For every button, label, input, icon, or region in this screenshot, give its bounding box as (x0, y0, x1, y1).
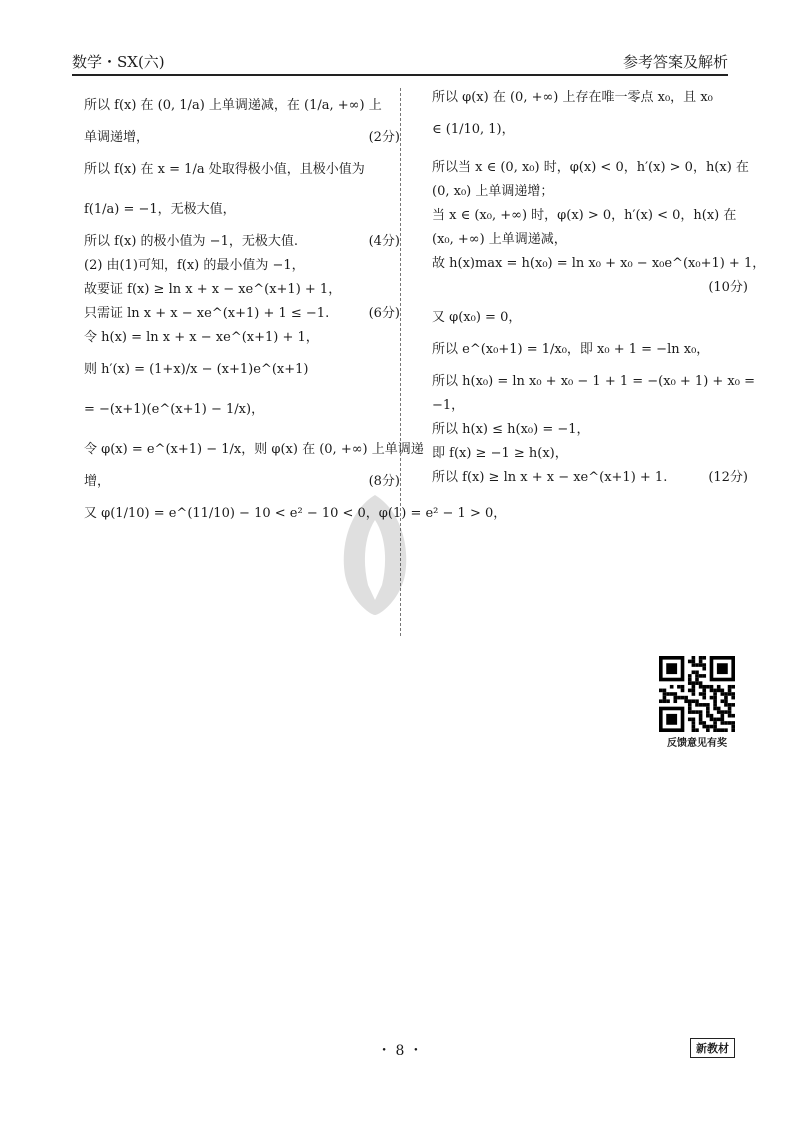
right-line (432, 204, 748, 228)
edition-badge: 新教材 (690, 1038, 735, 1058)
left-line (84, 494, 507, 534)
solution-text: = −(x+1)(e^(x+1) − 1/x)， (84, 402, 265, 417)
right-line (432, 466, 748, 490)
left-line (84, 254, 400, 278)
score-mark: (4分) (368, 234, 400, 249)
score-mark: (6分) (368, 306, 400, 321)
page-number: ・ 8 ・ (377, 1043, 423, 1059)
solution-text: 所以 h(x) ≤ h(x₀) = −1， (432, 422, 590, 437)
solution-text: 所以 e^(x₀+1) = 1/x₀，即 x₀ + 1 = −ln x₀， (432, 342, 710, 357)
right-line (432, 276, 748, 300)
right-line (432, 86, 748, 110)
left-line (84, 230, 400, 254)
solution-text: 单调递增， (84, 130, 150, 145)
left-line (84, 150, 400, 190)
left-line (84, 470, 400, 494)
solution-text: 所以 f(x) 在 x = 1/a 处取得极小值，且极小值为 (84, 162, 365, 177)
score-mark: (2分) (368, 130, 400, 145)
solution-text: 又 φ(x₀) = 0， (432, 310, 522, 325)
subject-title: 数学・SX(六) (72, 53, 165, 71)
left-line (84, 326, 400, 350)
left-line (84, 190, 400, 230)
right-line (432, 228, 748, 252)
solution-text: 增， (84, 474, 111, 489)
solution-text: 令 h(x) = ln x + x − xe^(x+1) + 1， (84, 330, 319, 345)
solution-text: −1， (432, 398, 465, 413)
solution-text: (2) 由(1)可知，f(x) 的最小值为 −1， (84, 258, 305, 273)
right-line (432, 394, 748, 418)
right-line (432, 370, 756, 394)
solution-text: 所以 φ(x) 在 (0, +∞) 上存在唯一零点 x₀，且 x₀ (432, 90, 713, 105)
solution-text: 则 h′(x) = (1+x)/x − (x+1)e^(x+1) (84, 362, 309, 377)
solution-text: 当 x ∈ (x₀, +∞) 时，φ(x) > 0，h′(x) < 0，h(x) 在 (432, 208, 737, 223)
left-line (84, 86, 400, 126)
right-line (432, 180, 748, 204)
page-header (72, 46, 728, 76)
left-line (84, 278, 400, 302)
solution-text: 故 h(x)max = h(x₀) = ln x₀ + x₀ − x₀e^(x₀+1) + 1， (432, 256, 766, 271)
right-line (432, 330, 748, 370)
right-line (432, 110, 748, 150)
solution-text: (0, x₀) 上单调递增； (432, 184, 554, 199)
qr-code[interactable] (659, 656, 735, 732)
score-mark: (10分) (708, 280, 748, 295)
solution-text: (x₀, +∞) 上单调递减， (432, 232, 567, 247)
solution-text: f(1/a) = −1，无极大值， (84, 202, 236, 217)
score-mark: (8分) (368, 474, 400, 489)
solution-text: 所以 h(x₀) = ln x₀ + x₀ − 1 + 1 = −(x₀ + 1) + x₀ = (432, 374, 756, 389)
score-mark: (12分) (708, 470, 748, 485)
right-line (432, 156, 748, 180)
left-line (84, 350, 400, 390)
solution-text: 即 f(x) ≥ −1 ≥ h(x)， (432, 446, 568, 461)
solution-text: 所以 f(x) 在 (0, 1/a) 上单调递减，在 (1/a, +∞) 上 (84, 98, 382, 113)
solution-text: 所以当 x ∈ (0, x₀) 时，φ(x) < 0，h′(x) > 0，h(x) 在 (432, 160, 749, 175)
left-line (84, 302, 400, 326)
right-line (432, 418, 748, 442)
right-line (432, 442, 748, 466)
solution-text: 又 φ(1/10) = e^(11/10) − 10 < e² − 10 < 0，φ(1) = e² − 1 > 0， (84, 506, 507, 521)
solution-text: 令 φ(x) = e^(x+1) − 1/x，则 φ(x) 在 (0, +∞) 上单调递 (84, 442, 424, 457)
left-line (84, 430, 424, 470)
solution-text: 只需证 ln x + x − xe^(x+1) + 1 ≤ −1. (84, 306, 330, 321)
solution-text: 所以 f(x) 的极小值为 −1，无极大值. (84, 234, 298, 249)
answer-title: 参考答案及解析 (622, 53, 728, 71)
left-line (84, 390, 400, 430)
right-line (432, 306, 748, 330)
left-line (84, 126, 400, 150)
solution-right-column (432, 86, 766, 490)
solution-text: 所以 f(x) ≥ ln x + x − xe^(x+1) + 1. (432, 470, 668, 485)
qr-label: 反馈意见有奖 (667, 738, 727, 749)
solution-text: ∈ (1/10, 1)， (432, 122, 515, 137)
right-line (432, 252, 766, 276)
solution-text: 故要证 f(x) ≥ ln x + x − xe^(x+1) + 1， (84, 282, 342, 297)
